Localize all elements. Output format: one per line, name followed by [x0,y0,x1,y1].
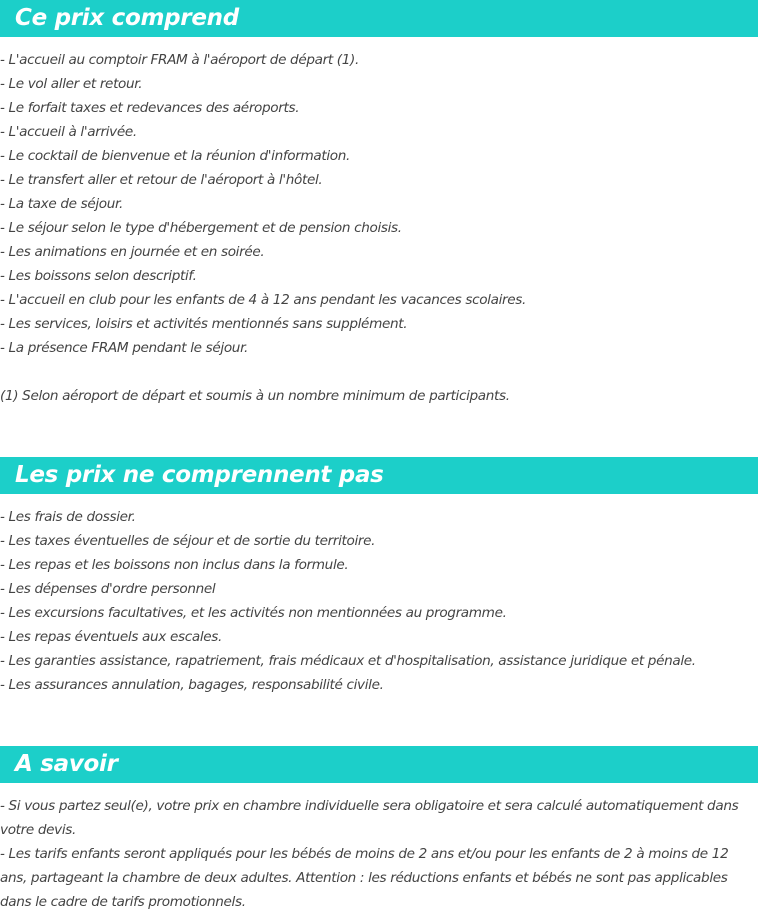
list-item: - Les taxes éventuelles de séjour et de sortie du territoire. [0,533,376,549]
list-item: - Les garanties assistance, rapatriement, frais médicaux et d'hospitalisation, assistance juridique et pénale. [0,653,696,669]
list-item: - Les dépenses d'ordre personnel [0,581,216,597]
section-header-good-to-know [0,746,758,783]
list-item: - L'accueil au comptoir FRAM à l'aéroport de départ (1). [0,52,359,68]
paragraph: - Les tarifs enfants seront appliqués pour les bébés de moins de 2 ans et/ou pour les enfants de 2 à moins de 12 ans, partageant la chambre de deux adultes. Attention : les réductions enfants et bébés ne sont pas applicables dans le cadre de tarifs promotionnels. [0,846,729,910]
list-item: - Les animations en journée et en soirée. [0,244,265,260]
list-item: - Les excursions facultatives, et les activités non mentionnées au programme. [0,605,507,621]
list-item: - Les repas et les boissons non inclus dans la formule. [0,557,349,573]
list-item: - Le forfait taxes et redevances des aéroports. [0,100,300,116]
list-item: - Le séjour selon le type d'hébergement et de pension choisis. [0,220,402,236]
included-list [0,48,756,360]
list-item: - La taxe de séjour. [0,196,123,212]
list-item: - Les assurances annulation, bagages, responsabilité civile. [0,677,384,693]
section-header-price-includes [0,0,758,37]
good-to-know-text [0,794,756,914]
list-item: - Le cocktail de bienvenue et la réunion d'information. [0,148,350,164]
section-title: Ce prix comprend [15,5,239,31]
section-title: Les prix ne comprennent pas [15,462,384,488]
list-item: - Les services, loisirs et activités mentionnés sans supplément. [0,316,408,332]
list-item: - L'accueil en club pour les enfants de 4 à 12 ans pendant les vacances scolaires. [0,292,526,308]
list-item: - Le vol aller et retour. [0,76,143,92]
footnote-text: (1) Selon aéroport de départ et soumis à un nombre minimum de participants. [0,388,510,404]
footnote [0,384,756,408]
list-item: - La présence FRAM pendant le séjour. [0,340,249,356]
list-item: - Le transfert aller et retour de l'aéroport à l'hôtel. [0,172,323,188]
list-item: - L'accueil à l'arrivée. [0,124,137,140]
list-item: - Les frais de dossier. [0,509,136,525]
section-title: A savoir [15,751,118,777]
list-item: - Les repas éventuels aux escales. [0,629,222,645]
paragraph: - Si vous partez seul(e), votre prix en chambre individuelle sera obligatoire et sera calculé automatiquement dans votre devis. [0,798,739,838]
excluded-list [0,505,756,697]
list-item: - Les boissons selon descriptif. [0,268,197,284]
section-header-price-excludes [0,457,758,494]
